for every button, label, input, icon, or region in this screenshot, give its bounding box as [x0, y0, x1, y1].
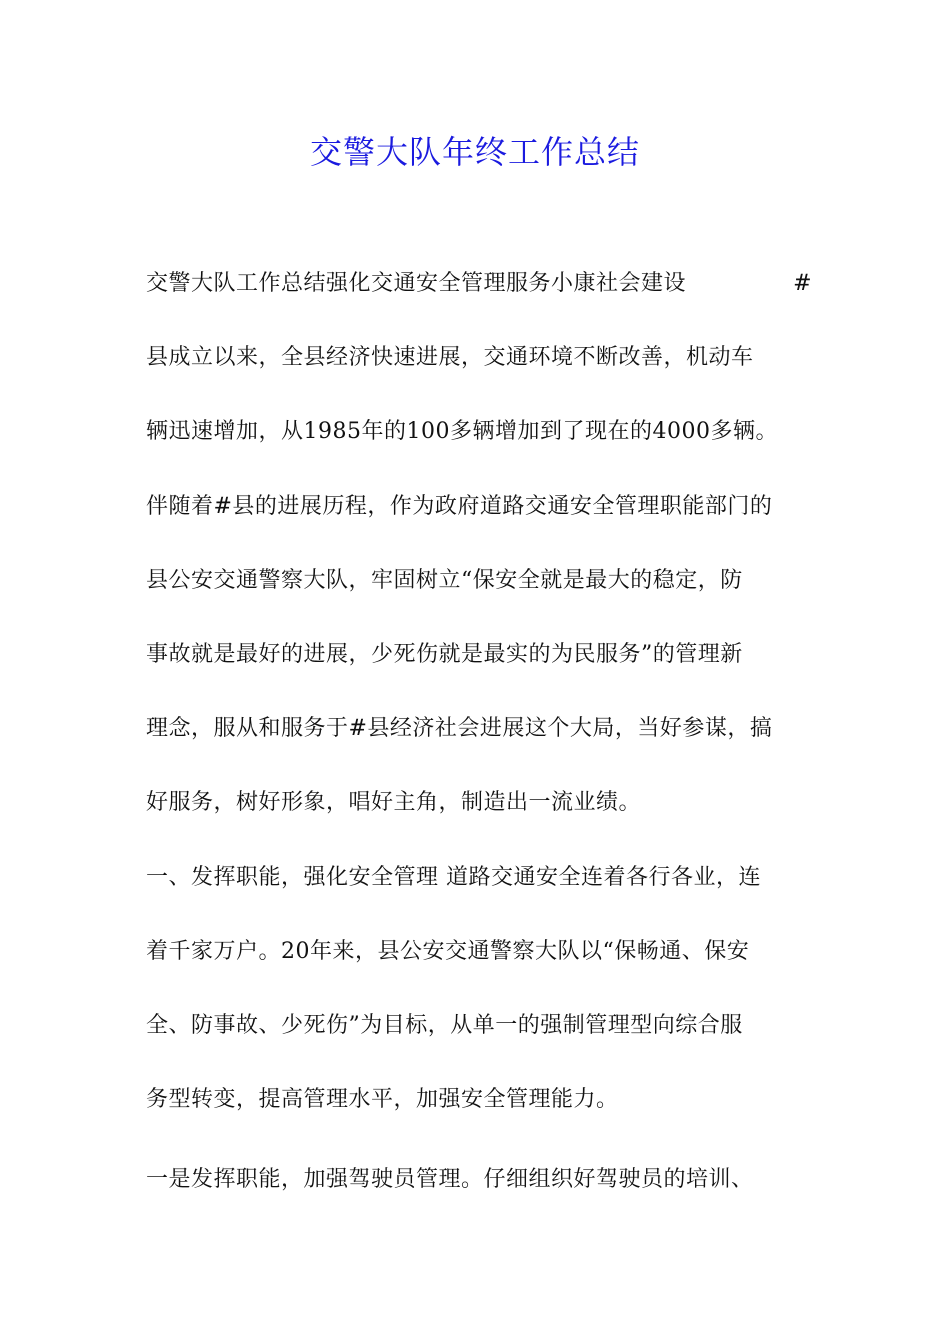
paragraph-line-text: 交警大队工作总结强化交通安全管理服务小康社会建设	[146, 271, 687, 296]
paragraph-line: 全、防事故、少死伤”为目标，从单一的强制管理型向综合服	[146, 1012, 743, 1038]
document-title: 交警大队年终工作总结	[309, 133, 640, 171]
paragraph-line-trailing-mark: #	[793, 271, 812, 296]
paragraph-line: 伴随着#县的进展历程，作为政府道路交通安全管理职能部门的	[146, 493, 773, 519]
paragraph-line: 一是发挥职能，加强驾驶员管理。仔细组织好驾驶员的培训、	[146, 1167, 754, 1193]
paragraph-line: 理念，服从和服务于#县经济社会进展这个大局，当好参谋，搞	[146, 716, 773, 742]
paragraph-line: 县成立以来，全县经济快速进展，交通环境不断改善，机动车	[146, 345, 754, 371]
paragraph-line: 好服务，树好形象，唱好主角，制造出一流业绩。	[146, 790, 642, 816]
paragraph-line: 务型转变，提高管理水平，加强安全管理能力。	[146, 1087, 619, 1113]
paragraph-line: 一、发挥职能，强化安全管理 道路交通安全连着各行各业，连	[146, 864, 761, 890]
paragraph-line: 县公安交通警察大队，牢固树立“保安全就是最大的稳定，防	[146, 567, 743, 593]
paragraph-line: 辆迅速增加，从1985年的100多辆增加到了现在的4000多辆。	[146, 419, 778, 445]
paragraph-line: 事故就是最好的进展，少死伤就是最实的为民服务”的管理新	[146, 641, 743, 667]
document-body	[146, 259, 812, 1229]
paragraph-line: 着千家万户。20年来，县公安交通警察大队以“保畅通、保安	[146, 938, 750, 964]
paragraph-line	[146, 259, 812, 333]
